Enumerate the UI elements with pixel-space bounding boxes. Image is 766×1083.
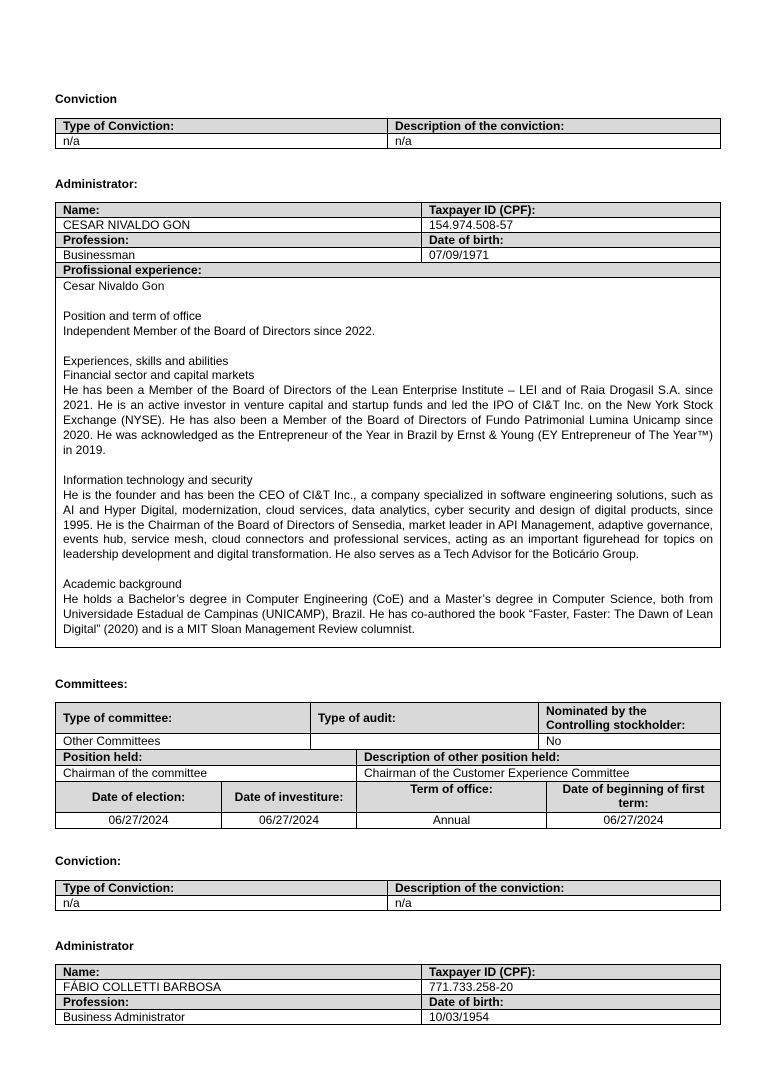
- committees-table: [55, 702, 721, 829]
- experience-label: Profissional experience:: [56, 263, 721, 278]
- skills-heading: Experiences, skills and abilities: [63, 353, 229, 368]
- conviction-desc-value: n/a: [388, 134, 721, 149]
- position-held-value: Chairman of the committee: [56, 766, 357, 782]
- other-position-label: Description of other position held:: [357, 750, 721, 766]
- position-held-label: Position held:: [56, 750, 357, 766]
- election-date-value: 06/27/2024: [56, 813, 222, 829]
- conviction-desc-header: Description of the conviction:: [388, 119, 721, 134]
- first-term-label: Date of beginning of first term:: [547, 782, 721, 813]
- dob-2-label: Date of birth:: [422, 995, 721, 1010]
- dob-label: Date of birth:: [422, 233, 721, 248]
- conviction-2-desc-header: Description of the conviction:: [388, 881, 721, 896]
- type-audit-label: Type of audit:: [311, 703, 539, 734]
- name-2-value: FÁBIO COLLETTI BARBOSA: [56, 980, 422, 995]
- conviction-type-header: Type of Conviction:: [56, 119, 388, 134]
- academic-heading: Academic background: [63, 577, 182, 592]
- dob-2-value: 10/03/1954: [422, 1010, 721, 1025]
- taxpayer-2-value: 771.733.258-20: [422, 980, 721, 995]
- type-committee-label: Type of committee:: [56, 703, 311, 734]
- term-office-value: Annual: [357, 813, 547, 829]
- investiture-date-value: 06/27/2024: [222, 813, 357, 829]
- name-value: CESAR NIVALDO GON: [56, 218, 422, 233]
- it-heading: Information technology and security: [63, 472, 253, 487]
- nominated-label: Nominated by the Controlling stockholder:: [539, 703, 721, 734]
- administrator-heading: Administrator:: [55, 177, 138, 191]
- dob-value: 07/09/1971: [422, 248, 721, 263]
- name-2-label: Name:: [56, 965, 422, 980]
- committees-heading: Committees:: [55, 677, 128, 691]
- it-text: He is the founder and has been the CEO of CI&T Inc., a company specialized in software engineering solutions, such as AI and Hyper Digital, modernization, cloud services, data analytics, cyber security and design of digital products, since 1995. He is the Chairman of the Board of Directors of Sensedia, market leader in API Management, adaptive governance, events hub, service mesh, cloud connectors and professional services, acting as an important figurehead for topics on leadership development and digital transformation. He also serves as a Tech Advisor for the Boticário Group.: [63, 487, 713, 562]
- conviction-2-desc-value: n/a: [388, 896, 721, 911]
- election-date-label: Date of election:: [56, 782, 222, 813]
- financial-heading: Financial sector and capital markets: [63, 368, 255, 383]
- profession-2-label: Profession:: [56, 995, 422, 1010]
- profession-2-value: Business Administrator: [56, 1010, 422, 1025]
- administrator-2-table: [55, 964, 721, 1025]
- conviction-2-type-value: n/a: [56, 896, 388, 911]
- conviction-2-table: [55, 880, 721, 911]
- first-term-value: 06/27/2024: [547, 813, 721, 829]
- taxpayer-value: 154.974.508-57: [422, 218, 721, 233]
- investiture-date-label: Date of investiture:: [222, 782, 357, 813]
- taxpayer-2-label: Taxpayer ID (CPF):: [422, 965, 721, 980]
- financial-text: He has been a Member of the Board of Directors of the Lean Enterprise Institute – LEI and of Raia Drogasil S.A. since 2021. He is an active investor in venture capital and startup funds and led the IPO of CI&T Inc. on the New York Stock Exchange (NYSE). He has also been a Member of the Board of Directors of Fundo Patrimonial Lumina Unicamp since 2020. He was acknowledged as the Entrepreneur of the Year in Brazil by Ernst & Young (EY Entrepreneur of The Year™) in 2019.: [63, 383, 713, 457]
- administrator-table: [55, 202, 721, 648]
- position-heading: Position and term of office: [63, 308, 202, 323]
- academic-text: He holds a Bachelor’s degree in Computer Engineering (CoE) and a Master’s degree in Computer Science, both from Universidade Estadual de Campinas (UNICAMP), Brazil. He has co-authored the book “Faster, Faster: The Dawn of Lean Digital” (2020) and is a MIT Sloan Management Review columnist.: [63, 592, 713, 636]
- type-audit-value: [311, 734, 539, 750]
- other-position-value: Chairman of the Customer Experience Committee: [357, 766, 721, 782]
- type-committee-value: Other Committees: [56, 734, 311, 750]
- taxpayer-label: Taxpayer ID (CPF):: [422, 203, 721, 218]
- conviction-type-value: n/a: [56, 134, 388, 149]
- conviction-table: [55, 118, 721, 149]
- profession-value: Businessman: [56, 248, 422, 263]
- conviction-2-heading: Conviction:: [55, 854, 121, 868]
- name-label: Name:: [56, 203, 422, 218]
- nominated-value: No: [539, 734, 721, 750]
- experience-name-line: Cesar Nivaldo Gon: [63, 279, 165, 293]
- experience-cell: [56, 278, 721, 648]
- position-text: Independent Member of the Board of Directors since 2022.: [63, 323, 376, 338]
- profession-label: Profession:: [56, 233, 422, 248]
- administrator-2-heading: Administrator: [55, 939, 134, 953]
- conviction-heading: Conviction: [55, 92, 117, 106]
- term-office-label: Term of office:: [357, 782, 547, 813]
- conviction-2-type-header: Type of Conviction:: [56, 881, 388, 896]
